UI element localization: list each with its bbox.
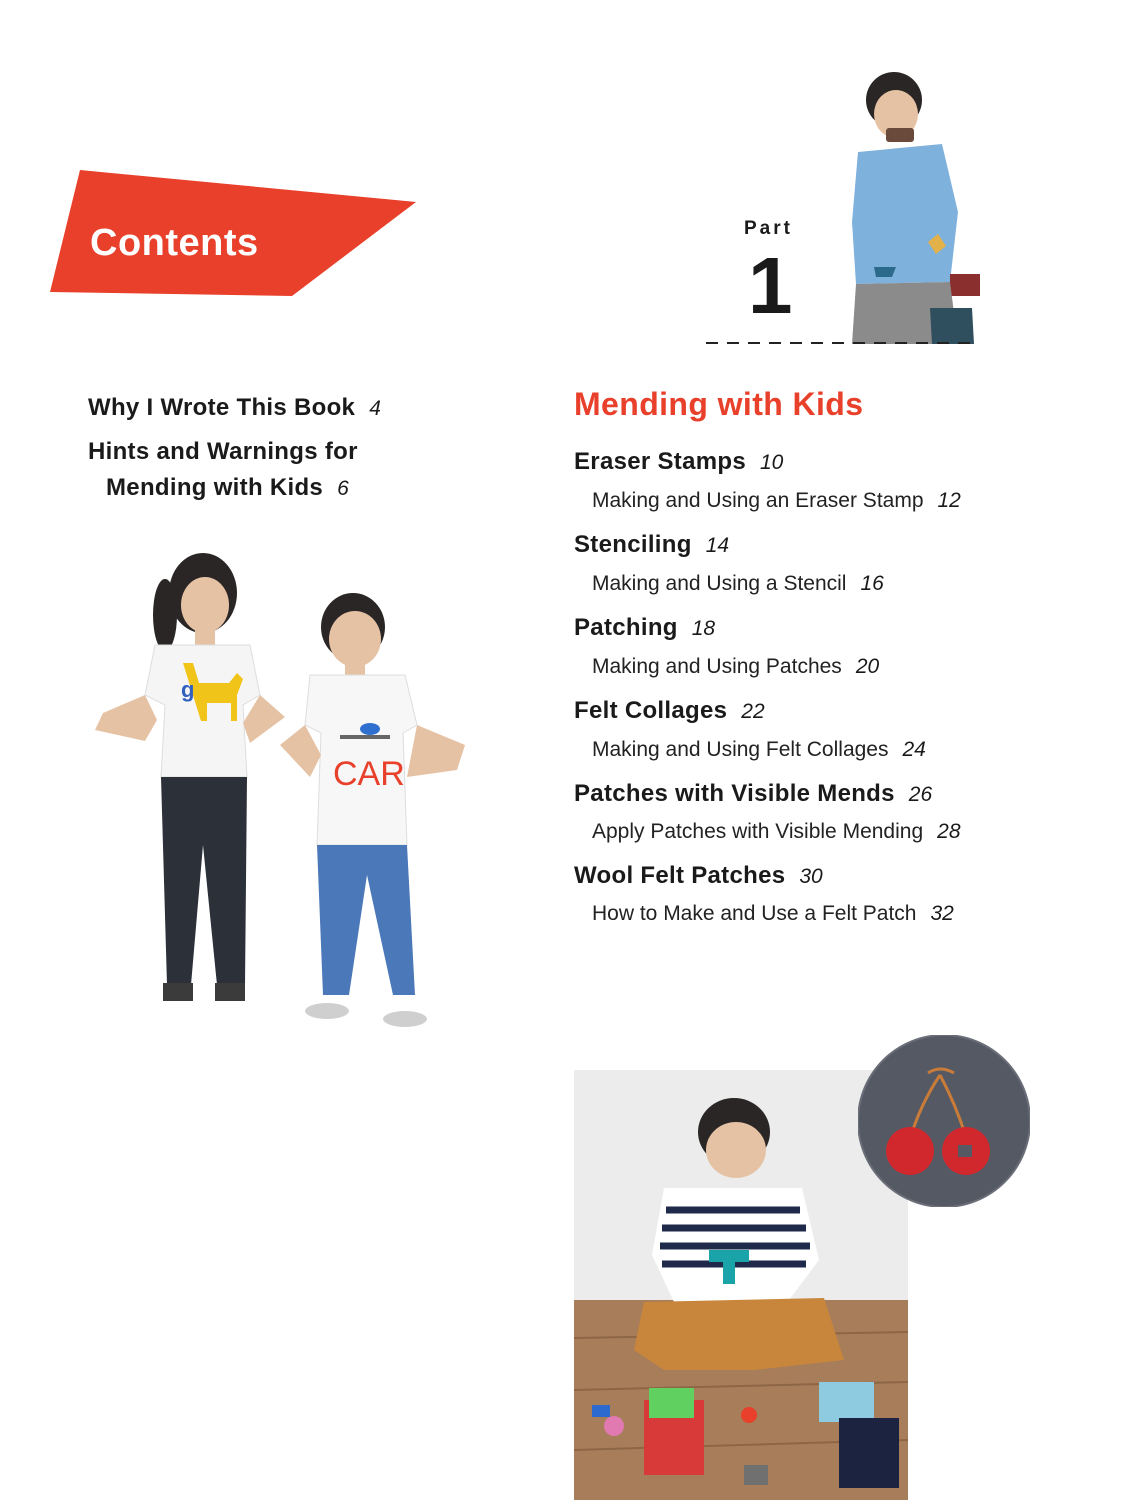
- chapter-page: 30: [799, 865, 823, 888]
- subchapter-page: 16: [860, 572, 884, 595]
- toc-item-hints[interactable]: [88, 438, 358, 502]
- toc-chapter[interactable]: [574, 614, 715, 642]
- shirt-letters-car: CAR: [333, 755, 405, 793]
- toc-subchapter[interactable]: [592, 738, 926, 762]
- toc-chapter[interactable]: [574, 697, 765, 725]
- toc-subchapter[interactable]: [592, 820, 961, 844]
- boy-blue-shirt-photo: [850, 72, 980, 344]
- toc-item-page: 6: [337, 477, 350, 500]
- part-title: Mending with Kids: [574, 386, 864, 422]
- contents-title: Contents: [90, 222, 259, 264]
- toc-chapter[interactable]: [574, 448, 783, 476]
- toc-chapter[interactable]: [574, 862, 823, 890]
- chapter-page: 26: [908, 783, 933, 806]
- subchapter-page: 28: [937, 820, 961, 843]
- chapter-page: 22: [741, 700, 765, 723]
- subchapter-title: How to Make and Use a Felt Patch: [592, 902, 917, 925]
- chapter-page: 14: [705, 534, 730, 557]
- subchapter-page: 20: [855, 655, 880, 678]
- toc-subchapter[interactable]: [592, 572, 884, 596]
- shirt-letter-g: g: [181, 677, 195, 702]
- chapter-title: Wool Felt Patches: [574, 862, 786, 889]
- toc-subchapter[interactable]: [592, 902, 954, 926]
- chapter-title: Patching: [574, 614, 678, 641]
- toc-chapter[interactable]: [574, 780, 932, 808]
- chapter-title: Eraser Stamps: [574, 448, 746, 475]
- toc-item-why-i-wrote[interactable]: [88, 394, 381, 422]
- toc-item-page: 4: [369, 397, 382, 420]
- subchapter-page: 32: [930, 902, 954, 925]
- toc-chapter[interactable]: [574, 531, 729, 559]
- subchapter-title: Apply Patches with Visible Mending: [592, 820, 924, 843]
- toc-item-title-line2: Mending with Kids: [106, 474, 324, 501]
- dashed-rule: [706, 338, 976, 348]
- subchapter-title: Making and Using Felt Collages: [592, 738, 889, 761]
- toc-item-title: Why I Wrote This Book: [88, 394, 356, 421]
- cherry-embroidery-photo: [858, 1035, 1030, 1207]
- chapter-title: Felt Collages: [574, 697, 728, 724]
- subchapter-page: 24: [902, 738, 926, 761]
- toc-item-title-line1: Hints and Warnings for: [88, 438, 358, 465]
- kids-tshirts-photo: [85, 545, 475, 1035]
- toc-subchapter[interactable]: [592, 655, 879, 679]
- subchapter-page: 12: [937, 489, 961, 512]
- subchapter-title: Making and Using Patches: [592, 655, 842, 678]
- chapter-title: Patches with Visible Mends: [574, 780, 895, 807]
- chapter-title: Stenciling: [574, 531, 692, 558]
- chapter-page: 10: [760, 451, 784, 474]
- part-label: Part: [744, 218, 793, 239]
- chapter-page: 18: [691, 617, 716, 640]
- part-number: 1: [748, 241, 793, 330]
- subchapter-title: Making and Using an Eraser Stamp: [592, 489, 924, 512]
- subchapter-title: Making and Using a Stencil: [592, 572, 847, 595]
- toc-subchapter[interactable]: [592, 489, 961, 513]
